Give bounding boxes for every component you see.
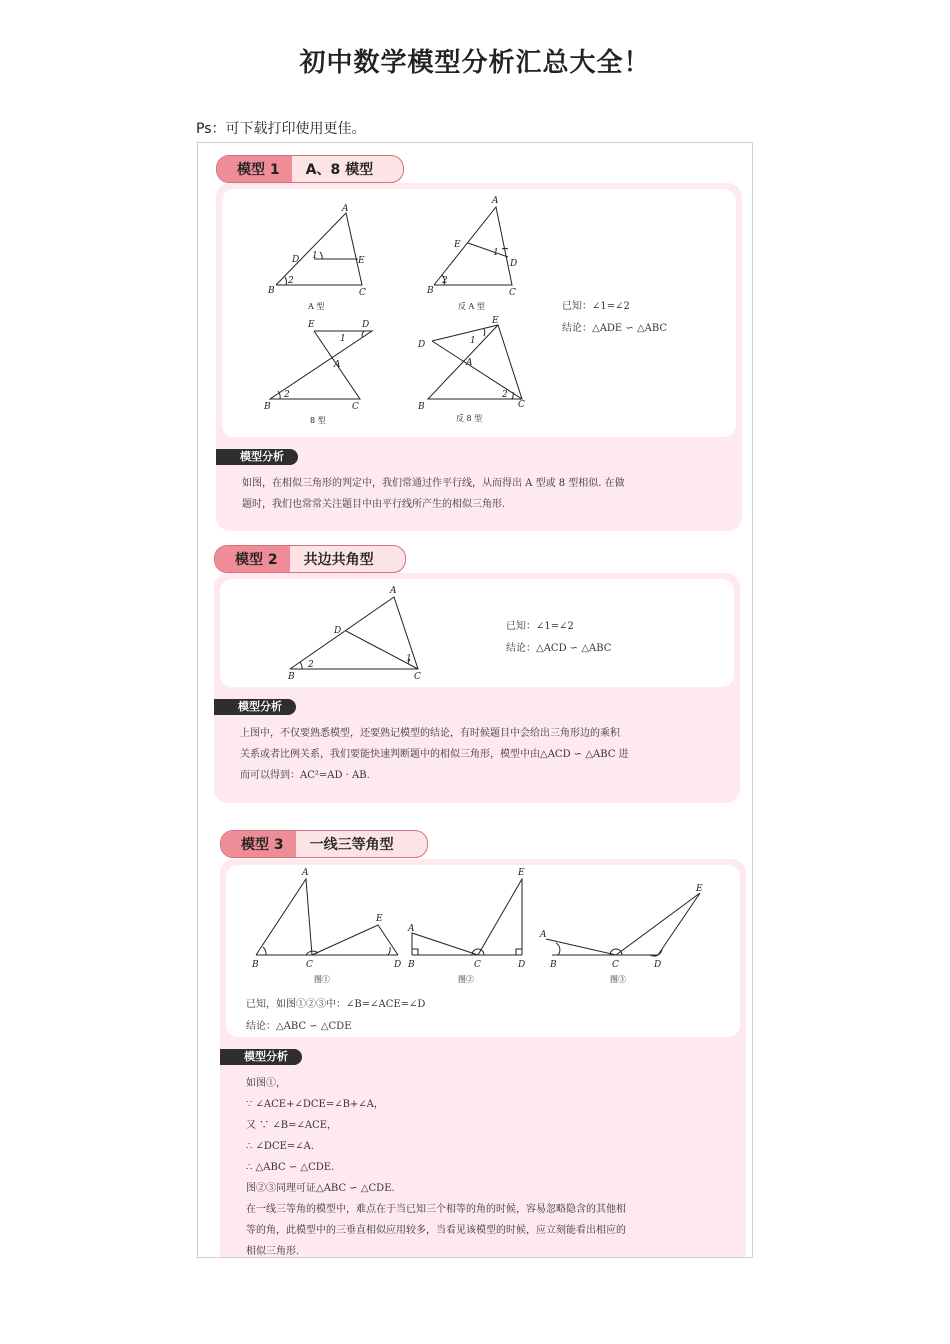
svg-text:D: D — [334, 626, 342, 636]
model-3-figure-area — [226, 865, 740, 1037]
svg-text:D: D — [362, 320, 370, 330]
svg-text:1: 1 — [312, 251, 318, 261]
svg-text:2: 2 — [308, 660, 314, 670]
model-1-figure-area — [222, 189, 736, 437]
model-3-number: 模型 3 — [221, 831, 296, 857]
page-title: 初中数学模型分析汇总大全！ — [299, 48, 651, 78]
model-2-figure-area — [220, 579, 734, 687]
svg-text:C: C — [518, 400, 525, 410]
svg-text:1: 1 — [493, 248, 499, 258]
svg-text:B: B — [252, 960, 259, 970]
svg-text:2: 2 — [502, 390, 508, 400]
model-3-analysis: 如图①， ∵ ∠ACE+∠DCE=∠B+∠A， 又 ∵ ∠B=∠ACE， ∴ ∠DCE=∠A. ∴ △ABC ∽ △CDE. 图②③同理可证△ABC ∽ △CDE. 在一线三等角的模型中，难点在于当已知三个相等的角的时候，容易忽略隐含的其他相 等的角，此模型中的三垂直相似应用较多，当看见该模型的时候，应立刻能看出相应的 相似三角形. — [246, 1078, 626, 1257]
svg-text:E: E — [696, 884, 703, 894]
svg-text:E: E — [492, 316, 499, 326]
svg-text:E: E — [454, 240, 461, 250]
svg-text:B: B — [550, 960, 557, 970]
model-1-figures — [222, 189, 736, 437]
model-2-analysis: 上图中，不仅要熟悉模型，还要熟记模型的结论，有时候题目中会给出三角形边的乘积 关系或者比例关系，我们要能快速判断题中的相似三角形，模型中由△ACD ∽ △ABC 进 而可以得到：AC²=AD · AB. — [240, 728, 629, 781]
svg-text:C: C — [306, 960, 313, 970]
model-2-figure — [220, 579, 520, 687]
svg-text:B: B — [268, 286, 275, 296]
model-3-analysis-tag: 模型分析 — [220, 1049, 302, 1065]
model-3-banner — [220, 830, 428, 858]
label-A: A — [342, 204, 349, 214]
svg-text:D: D — [394, 960, 402, 970]
caption-fig-3: 图③ — [610, 975, 626, 984]
caption-anti-8-type: 反 8 型 — [456, 414, 483, 423]
caption-anti-a-type: 反 A 型 — [458, 302, 485, 311]
svg-text:E: E — [376, 914, 383, 924]
model-3-figures — [226, 865, 740, 995]
svg-text:D: D — [518, 960, 526, 970]
svg-text:1: 1 — [340, 334, 346, 344]
svg-text:C: C — [509, 288, 516, 298]
model-1-name: A、8 模型 — [305, 162, 374, 178]
model-2-banner — [214, 545, 406, 573]
svg-text:C: C — [474, 960, 481, 970]
model-2-number: 模型 2 — [215, 546, 290, 572]
model-3-given: 已知，如图①②③中：∠B=∠ACE=∠D — [246, 999, 426, 1010]
model-1-banner — [216, 155, 404, 183]
model-1-number: 模型 1 — [217, 156, 292, 182]
svg-text:B: B — [288, 672, 295, 682]
svg-text:B: B — [427, 286, 434, 296]
svg-text:E: E — [358, 256, 365, 266]
svg-text:A: A — [334, 360, 341, 370]
svg-text:2: 2 — [284, 390, 290, 400]
model-3-conclusion: 结论：△ABC ∽ △CDE — [246, 1021, 352, 1032]
svg-text:C: C — [352, 402, 359, 412]
svg-text:B: B — [408, 960, 415, 970]
svg-text:2: 2 — [288, 276, 294, 286]
model-2-given: 已知：∠1=∠2 — [506, 621, 574, 632]
svg-text:2: 2 — [442, 276, 448, 286]
svg-text:A: A — [540, 930, 547, 940]
svg-text:C: C — [612, 960, 619, 970]
model-2-name: 共边共角型 — [303, 552, 374, 568]
caption-a-type: A 型 — [308, 302, 325, 311]
svg-text:E: E — [518, 868, 525, 878]
print-note: Ps：可下载打印使用更佳。 — [196, 121, 366, 137]
svg-text:A: A — [390, 586, 397, 596]
model-2-conclusion: 结论：△ACD ∽ △ABC — [506, 643, 612, 654]
model-2-analysis-tag: 模型分析 — [214, 699, 296, 715]
model-1-analysis: 如图，在相似三角形的判定中，我们常通过作平行线，从而得出 A 型或 8 型相似. 在做 题时，我们也常常关注题目中由平行线所产生的相似三角形. — [242, 478, 625, 510]
svg-text:D: D — [654, 960, 662, 970]
caption-8-type: 8 型 — [310, 416, 326, 425]
model-1-analysis-tag: 模型分析 — [216, 449, 298, 465]
svg-text:E: E — [308, 320, 315, 330]
model-3-name: 一线三等角型 — [309, 837, 394, 853]
svg-text:1: 1 — [406, 654, 412, 664]
document-image — [197, 142, 753, 1258]
caption-fig-2: 图② — [458, 975, 474, 984]
svg-text:C: C — [414, 672, 421, 682]
caption-fig-1: 图① — [314, 975, 330, 984]
svg-text:A: A — [408, 924, 415, 934]
svg-text:B: B — [418, 402, 425, 412]
svg-text:B: B — [264, 402, 271, 412]
model-1-conclusion: 结论：△ADE ∽ △ABC — [562, 323, 668, 334]
svg-text:1: 1 — [470, 336, 476, 346]
svg-text:D: D — [418, 340, 426, 350]
svg-text:A: A — [302, 868, 309, 878]
svg-text:D: D — [292, 255, 300, 265]
svg-text:A: A — [466, 358, 473, 368]
svg-text:C: C — [359, 288, 366, 298]
model-1-given: 已知：∠1=∠2 — [562, 301, 630, 312]
svg-text:A: A — [492, 196, 499, 206]
svg-text:D: D — [510, 259, 518, 269]
